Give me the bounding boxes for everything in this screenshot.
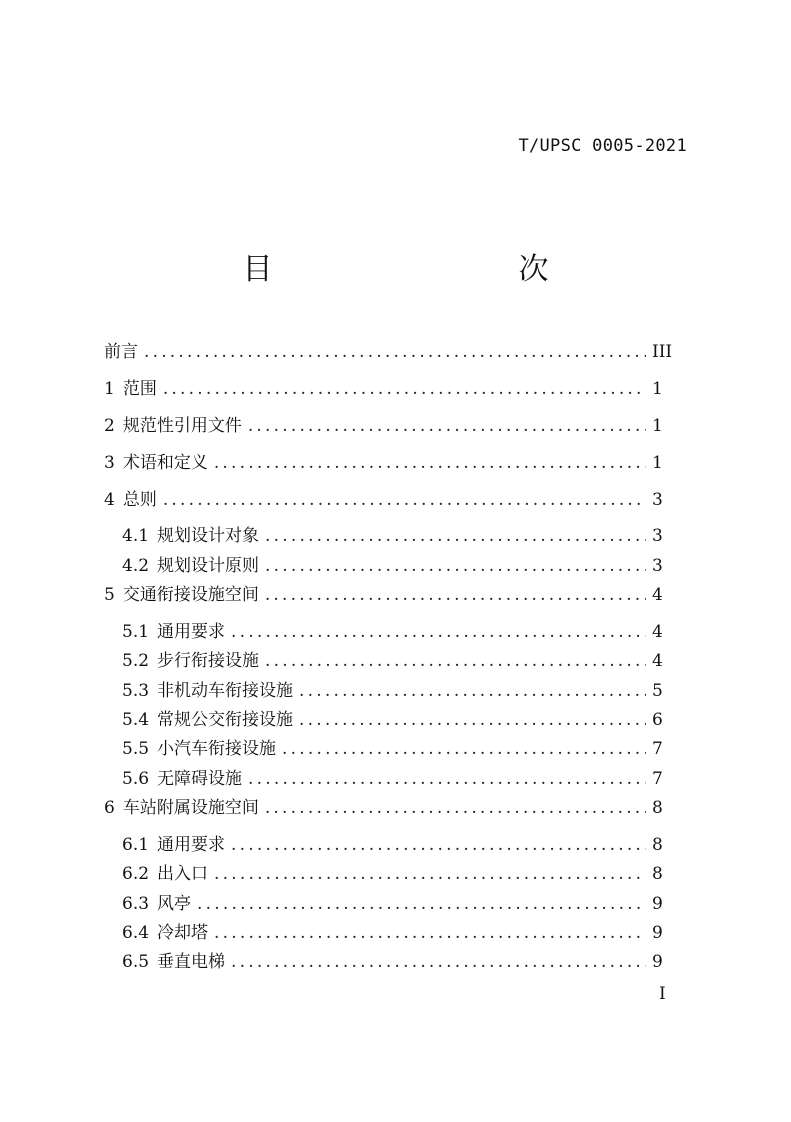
toc-entry-page: 8 bbox=[652, 864, 663, 884]
toc-entry-number: 1 bbox=[104, 379, 115, 399]
toc-leader-dots bbox=[163, 488, 646, 512]
toc-subentry[interactable] bbox=[122, 554, 688, 578]
toc-entry-title: 出入口 bbox=[157, 864, 209, 884]
toc-entry-title: 规划设计原则 bbox=[157, 556, 260, 576]
toc-entry-number: 5.1 bbox=[122, 622, 150, 642]
toc-leader-dots bbox=[265, 554, 646, 578]
toc-entry-title: 步行衔接设施 bbox=[157, 651, 260, 671]
toc-entry-foreword[interactable] bbox=[104, 340, 688, 364]
toc-subentry[interactable] bbox=[122, 524, 688, 548]
toc-entry-title: 垂直电梯 bbox=[157, 952, 226, 972]
toc-entry-title: 交通衔接设施空间 bbox=[122, 585, 259, 605]
toc-subentry[interactable] bbox=[122, 679, 688, 703]
toc-leader-dots bbox=[299, 708, 646, 732]
toc-entry-title: 前言 bbox=[104, 342, 138, 362]
toc-leader-dots bbox=[299, 679, 646, 703]
toc-entry-title: 总则 bbox=[122, 490, 157, 510]
toc-subentry[interactable] bbox=[122, 620, 688, 644]
toc-entry-title: 车站附属设施空间 bbox=[122, 798, 259, 818]
toc-subentry[interactable] bbox=[122, 892, 688, 916]
toc-entry-page: 8 bbox=[652, 798, 663, 818]
toc-entry-number: 4 bbox=[104, 490, 115, 510]
toc-entry-title: 规范性引用文件 bbox=[122, 416, 242, 436]
toc-title: 目 次 bbox=[242, 252, 611, 287]
toc-entry-title: 术语和定义 bbox=[122, 453, 208, 473]
toc-entry-title: 冷却塔 bbox=[157, 923, 209, 943]
toc-leader-dots bbox=[265, 583, 646, 607]
toc-entry-page: 1 bbox=[652, 453, 663, 473]
toc-entry-number: 6.4 bbox=[122, 923, 150, 943]
toc-entry-number: 5.6 bbox=[122, 769, 150, 789]
toc-entry-page: III bbox=[652, 342, 673, 362]
toc-entry-title: 通用要求 bbox=[157, 622, 226, 642]
toc-leader-dots bbox=[214, 862, 646, 886]
toc-subentry[interactable] bbox=[122, 708, 688, 732]
toc-subentry[interactable] bbox=[122, 833, 688, 857]
toc-entry-number: 2 bbox=[104, 416, 115, 436]
toc-entry-page: 8 bbox=[652, 835, 663, 855]
toc-entry-number: 5.5 bbox=[122, 739, 150, 759]
toc-leader-dots bbox=[248, 767, 646, 791]
toc-subentry[interactable] bbox=[122, 862, 688, 886]
toc-entry-title: 通用要求 bbox=[157, 835, 226, 855]
toc-entry-title: 范围 bbox=[122, 379, 157, 399]
toc-entry-title: 小汽车衔接设施 bbox=[157, 739, 277, 759]
toc-entry-number: 6.3 bbox=[122, 894, 150, 914]
toc-leader-dots bbox=[197, 892, 646, 916]
toc-entry-title: 规划设计对象 bbox=[157, 526, 260, 546]
toc-entry-number: 5 bbox=[104, 585, 115, 605]
toc-entry-number: 6.5 bbox=[122, 952, 150, 972]
toc-entry-title: 常规公交衔接设施 bbox=[157, 710, 294, 730]
toc-entry-number: 3 bbox=[104, 453, 115, 473]
toc-subentry[interactable] bbox=[122, 737, 688, 761]
toc-subentry[interactable] bbox=[122, 921, 688, 945]
toc-entry[interactable] bbox=[104, 451, 688, 475]
toc-subentry[interactable] bbox=[122, 767, 688, 791]
toc-entry-title: 无障碍设施 bbox=[157, 769, 243, 789]
toc-entry-number: 5.2 bbox=[122, 651, 150, 671]
toc-entry[interactable] bbox=[104, 414, 688, 438]
toc-entry-page: 3 bbox=[652, 526, 663, 546]
toc-leader-dots bbox=[248, 414, 646, 438]
toc-leader-dots bbox=[163, 377, 646, 401]
toc-leader-dots bbox=[214, 451, 646, 475]
document-code: T/UPSC 0005-2021 bbox=[518, 136, 687, 156]
toc-subentry[interactable] bbox=[122, 649, 688, 673]
toc-entry-number: 4.2 bbox=[122, 556, 150, 576]
toc-entry-number: 5.4 bbox=[122, 710, 150, 730]
toc-leader-dots bbox=[282, 737, 646, 761]
toc-entry-page: 7 bbox=[652, 769, 663, 789]
toc-entry-number: 6.2 bbox=[122, 864, 150, 884]
toc-entry-page: 6 bbox=[652, 710, 663, 730]
toc-entry-number: 4.1 bbox=[122, 526, 150, 546]
toc-entry-number: 6.1 bbox=[122, 835, 150, 855]
toc-entry-number: 6 bbox=[104, 798, 115, 818]
toc-entry-page: 3 bbox=[652, 490, 663, 510]
toc-entry[interactable] bbox=[104, 583, 688, 607]
toc-entry[interactable] bbox=[104, 488, 688, 512]
toc-entry-page: 1 bbox=[652, 379, 663, 399]
toc-subentry[interactable] bbox=[122, 950, 688, 974]
toc-leader-dots bbox=[214, 921, 646, 945]
toc-entry-page: 4 bbox=[652, 622, 663, 642]
toc-leader-dots bbox=[265, 796, 646, 820]
toc-entry-page: 1 bbox=[652, 416, 663, 436]
toc-entry[interactable] bbox=[104, 377, 688, 401]
toc-entry-title: 风亭 bbox=[157, 894, 192, 914]
toc-entry-page: 9 bbox=[652, 894, 663, 914]
toc-entry-page: 4 bbox=[652, 651, 663, 671]
toc-leader-dots bbox=[231, 620, 646, 644]
toc-entry-title: 非机动车衔接设施 bbox=[157, 681, 294, 701]
page-number: I bbox=[659, 984, 666, 1004]
toc-entry-page: 5 bbox=[652, 681, 663, 701]
toc-entry[interactable] bbox=[104, 796, 688, 820]
toc-entry-page: 9 bbox=[652, 952, 663, 972]
toc-entry-number: 5.3 bbox=[122, 681, 150, 701]
toc-entry-page: 9 bbox=[652, 923, 663, 943]
toc-leader-dots bbox=[231, 833, 646, 857]
toc-leader-dots bbox=[144, 340, 646, 364]
toc-leader-dots bbox=[265, 649, 646, 673]
toc-leader-dots bbox=[265, 524, 646, 548]
toc-entry-page: 3 bbox=[652, 556, 663, 576]
toc-leader-dots bbox=[231, 950, 646, 974]
toc-entry-page: 7 bbox=[652, 739, 663, 759]
toc-entry-page: 4 bbox=[652, 585, 663, 605]
